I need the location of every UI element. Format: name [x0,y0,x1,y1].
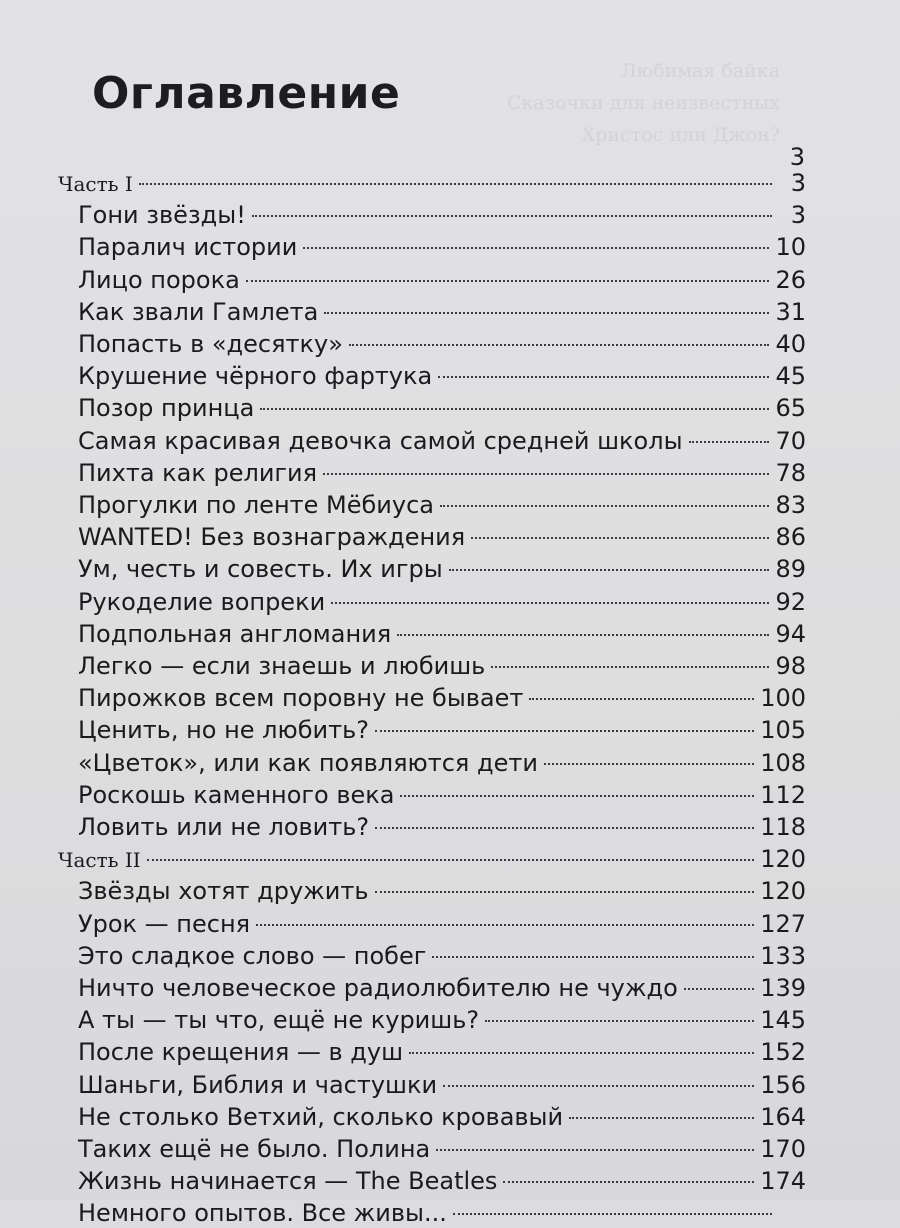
toc-entry-title: Урок — песня [78,909,251,938]
toc-entry-page: 3 [790,201,806,230]
show-through-line: Любимая байка [620,60,780,82]
toc-entry [78,619,806,649]
toc-entry-title: Самая красивая девочка самой средней школы [78,426,683,455]
page-number-top: 3 [789,143,805,171]
toc-entry [78,200,806,230]
toc-entry-title: Подпольная англомания [78,619,392,648]
toc-entry [78,683,806,713]
toc-entry-title: Часть II [58,848,141,873]
toc-entry-title: Ум, честь и совесть. Их игры [78,555,443,584]
toc-entry-page: 145 [760,1006,806,1035]
toc-entry-title: «Цветок», или как появляются дети [78,748,538,777]
dot-leader [503,1181,754,1183]
toc-entry-title: Звёзды хотят дружить [78,877,369,906]
toc-entry [78,780,806,810]
toc-entry-title: Как звали Гамлета [78,297,319,326]
toc-entry [78,458,806,488]
toc-entry-page: 45 [775,362,806,391]
toc-entry [78,1037,806,1067]
toc-entry-page: 70 [775,426,806,455]
toc-entry-page: 86 [775,523,806,552]
toc-entry-page: 127 [760,909,806,938]
toc-entry [78,232,806,262]
toc-part-entry [58,844,806,874]
dot-leader [260,408,769,410]
toc-entry [78,1198,806,1228]
dot-leader [375,891,755,893]
toc-entry-title: Гони звёзды! [78,201,246,230]
dot-leader [491,666,769,668]
dot-leader [432,956,754,958]
dot-leader [246,280,770,282]
dot-leader [349,344,770,346]
toc-entry [78,876,806,906]
dot-leader [331,602,769,604]
toc-entry [78,973,806,1003]
toc-entry-page: 65 [775,394,806,423]
dot-leader [449,569,770,571]
dot-leader [485,1020,754,1022]
toc-entry-page: 174 [760,1167,806,1196]
toc-entry-title: Не столько Ветхий, сколько кровавый [78,1102,564,1131]
dot-leader [438,376,769,378]
toc-entry-page: 94 [775,619,806,648]
toc-entry-title: Крушение чёрного фартука [78,362,433,391]
dot-leader [375,827,754,829]
toc-entry-title: Часть I [58,172,133,196]
dot-leader [409,1052,754,1054]
dot-leader [147,859,754,861]
toc-entry [78,361,806,391]
toc-entry-page: 89 [775,555,806,584]
toc-part-entry [58,168,806,198]
show-through-line: Христос или Джон? [581,124,780,146]
dot-leader [453,1213,772,1215]
toc-entry-title: Позор принца [78,394,255,423]
toc-entry-page: 10 [775,233,806,262]
toc-entry-title: А ты — ты что, ещё не куришь? [78,1006,480,1035]
toc-entry [78,1005,806,1035]
toc-entry [78,909,806,939]
dot-leader [400,795,754,797]
dot-leader [397,634,769,636]
toc-entry-page: 78 [775,458,806,487]
toc-entry-page: 40 [775,330,806,358]
toc-entry-title: Шаньги, Библия и частушки [78,1070,438,1099]
dot-leader [471,537,769,539]
toc-entry-page: 139 [760,974,806,1002]
toc-entry-title: Пихта как религия [78,458,318,487]
toc-entry-page: 31 [775,297,806,326]
toc-entry [78,393,806,423]
toc-entry [78,651,806,681]
dot-leader [375,730,754,732]
dot-leader [684,988,754,990]
toc-entry-title: Паралич истории [78,233,298,262]
dot-leader [544,763,754,765]
toc-entry-title: Таких ещё не было. Полина [78,1135,431,1163]
toc-entry-page: 105 [760,716,806,745]
toc-entry [78,554,806,584]
dot-leader [139,183,772,185]
toc-entry-page: 100 [760,684,806,713]
toc-entry-page: 120 [760,877,806,906]
show-through-text [480,55,780,151]
toc-entry-title: Ничто человеческое радиолюбителю не чуждо [78,974,678,1002]
dot-leader [443,1085,754,1087]
toc-entry-title: После крещения — в душ [78,1038,404,1067]
toc-entry [78,748,806,778]
dot-leader [436,1149,754,1151]
toc-entry-page: 92 [775,587,806,616]
toc-entry-page: 170 [760,1135,806,1163]
dot-leader [529,698,754,700]
toc-entry-title: Ловить или не ловить? [78,813,370,841]
toc-entry [78,490,806,520]
toc-entry-title: Жизнь начинается — The Beatles [78,1167,498,1196]
toc-entry-title: Рукоделие вопреки [78,587,326,616]
toc-entry [78,1102,806,1132]
toc-entry [78,1166,806,1196]
toc-entry [78,812,806,842]
page-title: Оглавление [92,68,401,119]
toc-entry-page: 3 [790,169,806,197]
toc-entry-title: WANTED! Без вознаграждения [78,523,466,552]
toc-entry-title: Попасть в «десятку» [78,330,343,358]
toc-entry-title: Это сладкое слово — побег [78,941,427,970]
toc-entry [78,297,806,327]
dot-leader [256,924,754,926]
toc-entry-page: 26 [775,265,806,294]
show-through-line: Сказочки для неизвестных [506,92,780,114]
toc-entry-page: 98 [775,652,806,680]
toc-entry-page: 152 [760,1038,806,1067]
toc-entry-title: Лицо порока [78,265,240,294]
toc-entry [78,587,806,617]
toc-entry-page: 83 [775,491,806,519]
toc-entry [78,941,806,971]
dot-leader [569,1117,754,1119]
toc-entry-page: 164 [760,1102,806,1131]
toc-entry-page: 118 [760,813,806,841]
dot-leader [440,505,769,507]
toc-entry [78,1070,806,1100]
toc-entry [78,715,806,745]
toc-entry [78,265,806,295]
toc-entry-page: 133 [760,941,806,970]
toc-entry-title: Легко — если знаешь и любишь [78,652,486,680]
toc-entry-title: Немного опытов. Все живы... [78,1199,447,1228]
toc-entry-page: 156 [760,1070,806,1099]
toc-entry-page: 112 [760,780,806,809]
toc-entry [78,522,806,552]
toc-entry [78,1134,806,1164]
toc-entry [78,426,806,456]
toc-entry [78,329,806,359]
toc-entry-title: Ценить, но не любить? [78,716,369,745]
toc-entry-title: Роскошь каменного века [78,780,395,809]
toc-entry-page: 120 [760,845,806,874]
dot-leader [303,247,769,249]
dot-leader [689,441,770,443]
dot-leader [252,215,772,217]
dot-leader [324,312,769,314]
toc-entry-title: Прогулки по ленте Мёбиуса [78,491,434,519]
toc-entry-title: Пирожков всем поровну не бывает [78,684,524,713]
toc-entry-page: 108 [760,748,806,777]
dot-leader [323,473,769,475]
